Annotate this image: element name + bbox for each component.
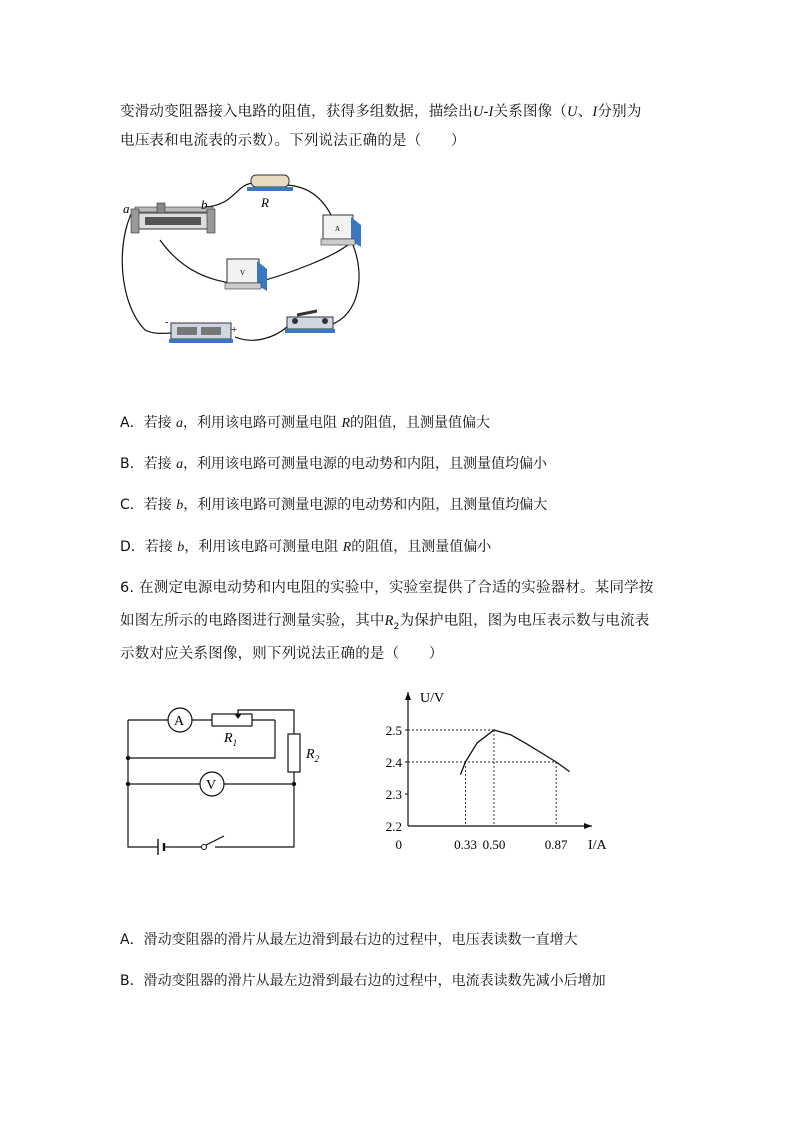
label-b: b [201, 197, 208, 212]
q6-option-b[interactable]: B．滑动变阻器的滑片从最左边滑到最右边的过程中，电流表读数先减小后增加 [120, 973, 606, 989]
origin-label: 0 [395, 837, 402, 852]
apparatus-figure [115, 165, 375, 355]
q5-option-d[interactable]: D．若接 b，利用该电路可测量电阻 R的阻值，且测量值偏小 [120, 539, 492, 555]
u-i-chart [370, 682, 620, 862]
battery-minus: - [165, 317, 169, 328]
r1-label: $R_1$ [224, 731, 238, 748]
y-tick-label: 2.2 [385, 819, 402, 834]
y-tick-label: 2.4 [385, 755, 402, 770]
circuit-diagram [120, 700, 320, 860]
u-i-curve [460, 730, 569, 775]
y-tick-label: 2.3 [385, 787, 402, 802]
intro-line-2: 电压表和电流表的示数）。下列说法正确的是（ ） [120, 133, 466, 149]
switch-contact [202, 845, 207, 850]
r2-resistor [288, 734, 300, 772]
q5-option-a[interactable]: A．若接 a，利用该电路可测量电阻 R的阻值，且测量值偏大 [120, 415, 491, 431]
node-dot [126, 756, 130, 760]
svg-text:V: V [240, 269, 246, 277]
q6-option-a[interactable]: A．滑动变阻器的滑片从最左边滑到最右边的过程中，电压表读数一直增大 [120, 932, 578, 948]
q6-line-2: 如图左所示的电路图进行测量实验，其中$R_2$为保护电阻，图为电压表示数与电流表 [120, 613, 650, 632]
y-tick-label: 2.5 [385, 723, 402, 738]
x-axis-arrow-icon [584, 823, 592, 829]
y-axis-label: U/V [420, 691, 445, 706]
battery-pack [169, 323, 233, 343]
label-r: R [261, 195, 269, 210]
ammeter-device [321, 215, 361, 247]
r1-resistor [212, 714, 252, 726]
node-dot [292, 782, 296, 786]
x-tick-label: 0.33 [454, 837, 477, 852]
voltmeter-device [225, 259, 267, 291]
ammeter-label: A [174, 714, 185, 729]
intro-line-1: 变滑动变阻器接入电路的阻值，获得多组数据，描绘出U-I关系图像（U、I分别为 [120, 104, 642, 120]
svg-text:A: A [335, 225, 341, 233]
x-tick-label: 0.50 [482, 837, 506, 852]
battery-plus: + [231, 324, 238, 336]
node-dot [126, 782, 130, 786]
q5-option-b[interactable]: B．若接 a，利用该电路可测量电源的电动势和内阻，且测量值均偏小 [120, 456, 548, 472]
q6-line-1: 6. 在测定电源电动势和内电阻的实验中，实验室提供了合适的实验器材。某同学按 [120, 580, 654, 596]
voltmeter-label: V [206, 778, 217, 793]
switch-device [285, 311, 335, 333]
q6-line-3: 示数对应关系图像，则下列说法正确的是（ ） [120, 646, 444, 662]
y-axis-arrow-icon [405, 692, 411, 700]
resistor-r [247, 175, 293, 191]
x-tick-label: 0.87 [544, 837, 568, 852]
label-a: a [123, 201, 130, 216]
q5-option-c[interactable]: C．若接 b，利用该电路可测量电源的电动势和内阻，且测量值均偏大 [120, 497, 548, 513]
r2-label: $R_2$ [306, 747, 320, 764]
x-axis-label: I/A [588, 838, 607, 853]
